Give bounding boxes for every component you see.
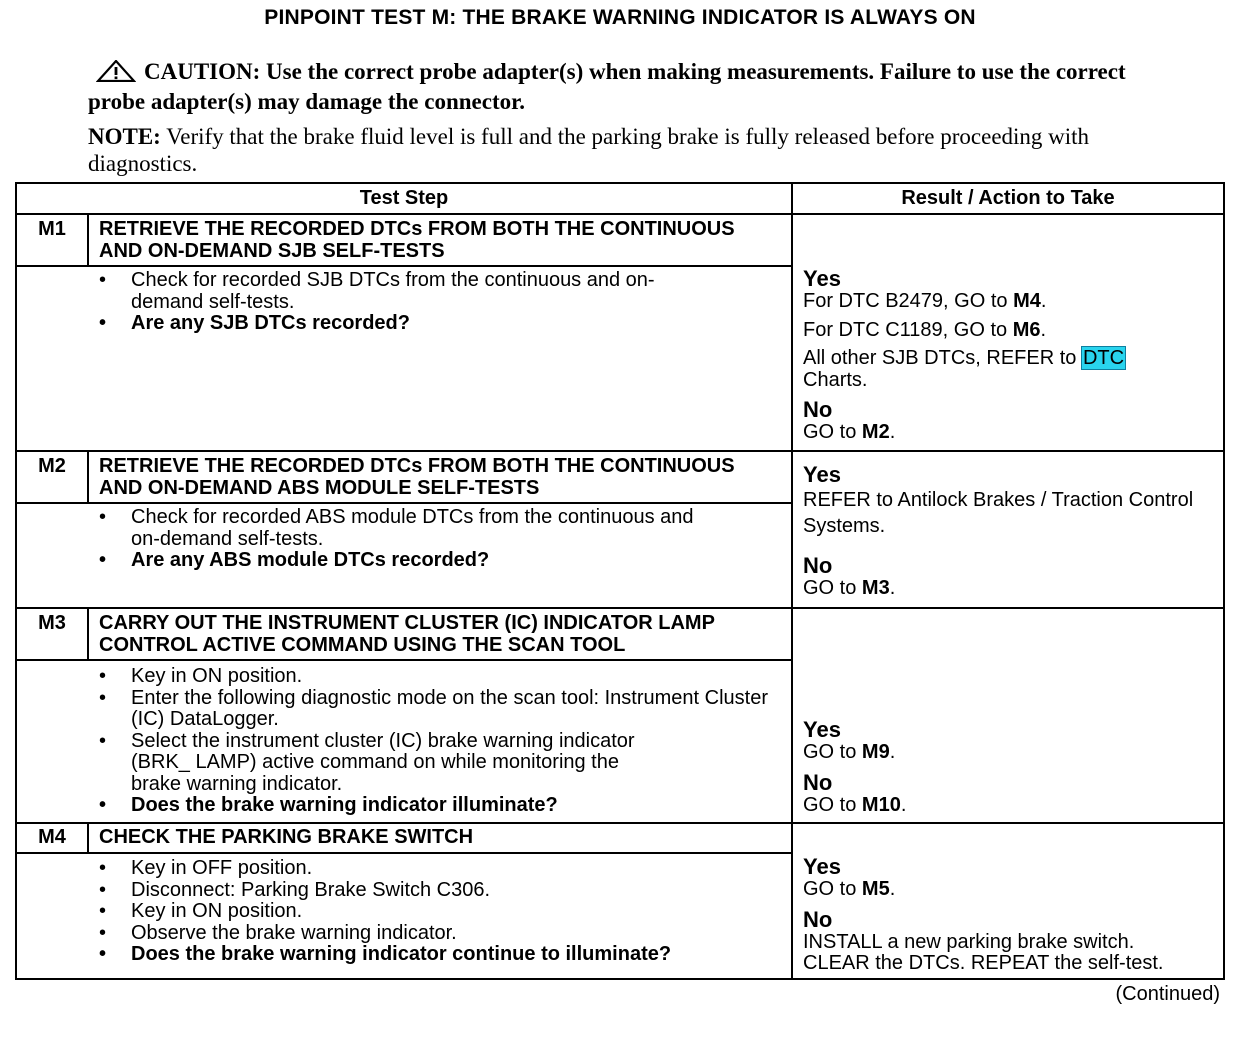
result-text: Charts. [803, 368, 868, 391]
list-item: • Are any ABS module DTCs recorded? [17, 550, 697, 572]
goto-m6: M6 [1012, 318, 1041, 341]
result-text: For DTC B2479, GO to [803, 290, 1014, 312]
step-title-m2: RETRIEVE THE RECORDED DTCs FROM BOTH THE CONTINUOUS AND ON-DEMAND ABS MODULE SELF-TESTS [99, 455, 735, 499]
goto-m2: M2 [861, 421, 890, 443]
step-items-m4 [17, 858, 777, 966]
list-item: • Does the brake warning indicator continue to illuminate? [17, 944, 777, 966]
result-m1: Yes For DTC B2479, GO to M4. For DTC C1189, GO to M6. All other SJB DTCs, REFER to DTC Charts. No GO to M2. [793, 266, 1223, 444]
list-item: • Check for recorded SJB DTCs from the continuous and on-demand self-tests. [17, 270, 697, 313]
note-text: Verify that the brake fluid level is full and the parking brake is fully released before proceeding with diagnostics. [88, 124, 1090, 176]
list-item: • Select the instrument cluster (IC) brake warning indicator (BRK_ LAMP) active command on while monitoring the brake warning indicator. [17, 731, 777, 796]
step-id-m2: M2 [38, 455, 66, 477]
list-item: • Key in ON position. [17, 666, 777, 688]
result-text: GO to [803, 878, 862, 900]
caution-triangle-icon [96, 60, 136, 88]
list-item: • Does the brake warning indicator illuminate? [17, 795, 777, 817]
result-m3: Yes GO to M9. No GO to M10. [793, 717, 1223, 816]
list-item: • Are any SJB DTCs recorded? [17, 313, 697, 335]
yes-label: Yes [803, 717, 841, 742]
step-id-m4: M4 [38, 826, 66, 848]
step-title-m1: RETRIEVE THE RECORDED DTCs FROM BOTH THE CONTINUOUS AND ON-DEMAND SJB SELF-TESTS [99, 218, 735, 262]
list-item: • Enter the following diagnostic mode on the scan tool: Instrument Cluster (IC) DataLogger. [17, 688, 777, 731]
step-items-m1 [17, 270, 697, 335]
list-item: • Key in ON position. [17, 901, 777, 923]
goto-m3: M3 [861, 577, 890, 599]
list-item: • Key in OFF position. [17, 858, 777, 880]
result-text: GO to [803, 793, 862, 816]
result-m2: Yes REFER to Antilock Brakes / Traction Control Systems. No GO to M3. [793, 462, 1213, 600]
goto-m9: M9 [861, 741, 890, 763]
result-text: All other SJB DTCs, REFER to [803, 347, 1082, 369]
list-item: • Check for recorded ABS module DTCs from the continuous and on-demand self-tests. [17, 507, 697, 550]
yes-label: Yes [803, 266, 841, 291]
step-title-m4: CHECK THE PARKING BRAKE SWITCH [99, 826, 474, 848]
result-text: INSTALL a new parking brake switch. [803, 930, 1135, 953]
result-text: REFER to Antilock Brakes / Traction Control Systems. [803, 489, 1194, 537]
no-label: No [803, 397, 833, 422]
yes-label: Yes [803, 854, 841, 879]
result-text: GO to [803, 577, 862, 599]
header-result: Result / Action to Take [901, 187, 1115, 209]
note-label: NOTE: [88, 124, 161, 149]
result-text: GO to [803, 741, 862, 763]
caution-text: Use the correct probe adapter(s) when making measurements. Failure to use the correct probe adapter(s) may damage the connector. [88, 59, 1126, 114]
caution-block [88, 58, 1128, 115]
step-items-m3 [17, 666, 777, 817]
result-text: CLEAR the DTCs. REPEAT the self-test. [803, 952, 1164, 974]
no-label: No [803, 769, 833, 795]
continued-label: (Continued) [1115, 983, 1220, 1005]
goto-m10: M10 [861, 793, 901, 816]
result-text: GO to [803, 421, 862, 443]
test-table [15, 182, 1225, 980]
dtc-charts-link[interactable]: DTC [1082, 347, 1125, 369]
no-label: No [803, 553, 833, 578]
caution-label: CAUTION: [144, 59, 261, 84]
yes-label: Yes [803, 462, 841, 487]
result-text: For DTC C1189, GO to [803, 318, 1013, 341]
step-title-m3: CARRY OUT THE INSTRUMENT CLUSTER (IC) INDICATOR LAMP CONTROL ACTIVE COMMAND USING THE SCAN TOOL [99, 612, 715, 656]
step-id-m1: M1 [38, 218, 66, 240]
list-item: • Disconnect: Parking Brake Switch C306. [17, 880, 777, 902]
goto-m5: M5 [861, 878, 890, 900]
result-m4: Yes GO to M5. No INSTALL a new parking brake switch. CLEAR the DTCs. REPEAT the self-test. [793, 854, 1223, 975]
step-id-m3: M3 [38, 612, 66, 634]
header-test-step: Test Step [359, 187, 449, 209]
goto-m4: M4 [1013, 290, 1041, 312]
no-label: No [803, 906, 833, 932]
note-block [88, 123, 1128, 177]
list-item: • Observe the brake warning indicator. [17, 923, 777, 945]
step-items-m2 [17, 507, 697, 572]
page-title: PINPOINT TEST M: THE BRAKE WARNING INDICATOR IS ALWAYS ON [264, 6, 976, 29]
